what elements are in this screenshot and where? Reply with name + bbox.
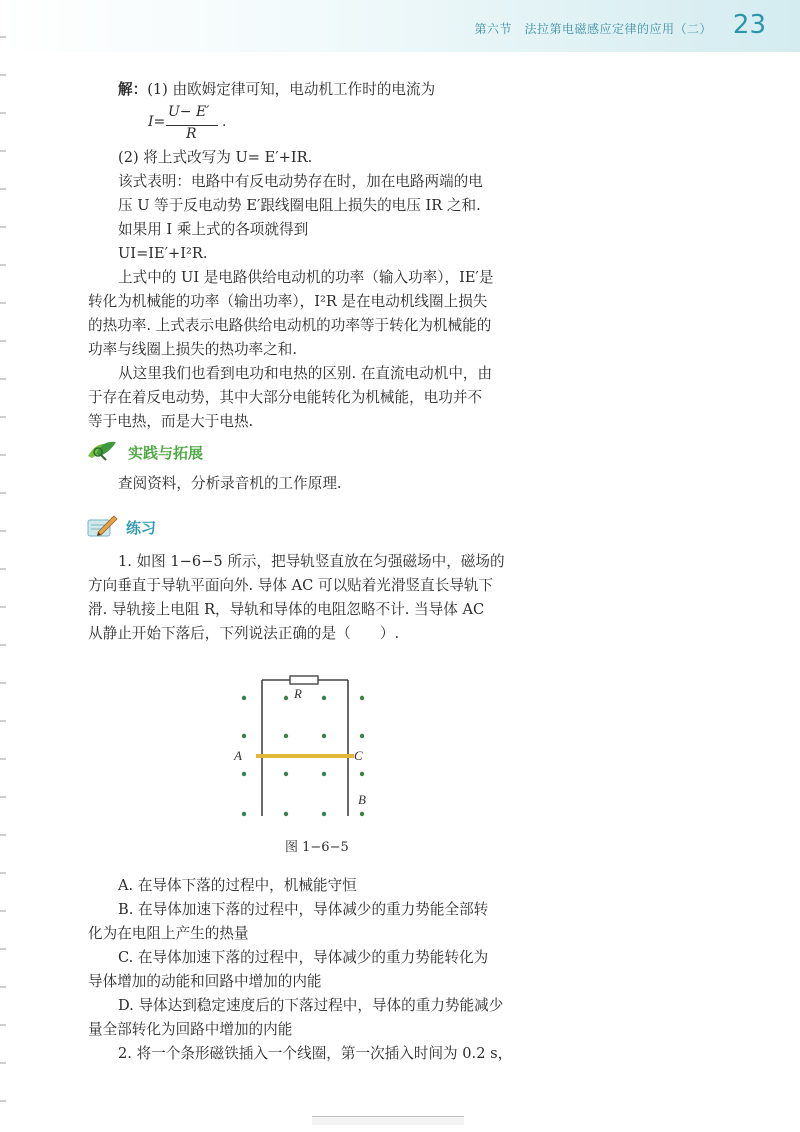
figure-caption: 图 1−6−5 <box>285 840 349 855</box>
sprout-magnifier-icon <box>86 438 122 466</box>
solution-line-10: 功率与线圈上损失的热功率之和. <box>88 341 297 358</box>
practice-heading-text: 实践与拓展 <box>128 443 204 462</box>
solution-line-4: 压 U 等于反电动势 E′跟线圈电阻上损失的电压 IR 之和. <box>118 197 481 214</box>
solution-line-11: 从这里我们也看到电功和电热的区别. 在直流电动机中，由 <box>118 365 493 382</box>
formula-end: . <box>222 114 227 130</box>
formula-numerator: U− E′ <box>168 104 210 120</box>
chapter-title: 第六节 法拉第电磁感应定律的应用（二） <box>474 22 712 36</box>
solution-line-8: 转化为机械能的功率（输出功率），I²R 是在电动机线圈上损失 <box>88 293 488 310</box>
label-b: B <box>358 792 366 807</box>
solution-line-6: UI=IE′+I²R. <box>118 245 208 262</box>
option-a: A. 在导体下落的过程中，机械能守恒 <box>118 877 357 894</box>
label-r: R <box>294 686 302 701</box>
exercise-heading <box>86 513 156 541</box>
option-b-line-2: 化为在电阻上产生的热量 <box>88 925 249 942</box>
question-1-line-1: 1. 如图 1−6−5 所示，把导轨竖直放在匀强磁场中，磁场的 <box>118 553 505 570</box>
resistor-symbol <box>290 676 318 684</box>
question-1-line-4: 从静止开始下落后，下列说法正确的是（ ）. <box>88 625 400 642</box>
solution-line-2: (2) 将上式改写为 U= E′+IR. <box>118 149 313 166</box>
label-c: C <box>354 748 363 763</box>
question-2-line-1: 2. 将一个条形磁铁插入一个线圈，第一次插入时间为 0.2 s， <box>118 1045 513 1062</box>
question-1-line-2: 方向垂直于导轨平面向外. 导体 AC 可以贴着光滑竖直长导轨下 <box>88 577 494 594</box>
option-c-line-1: C. 在导体加速下落的过程中，导体减少的重力势能转化为 <box>118 949 489 966</box>
formula-lhs: I= <box>148 114 166 130</box>
solution-line-5: 如果用 I 乘上式的各项就得到 <box>118 221 309 238</box>
label-a: A <box>234 748 242 763</box>
page-number: 23 <box>732 10 766 40</box>
formula-denominator: R <box>186 126 197 142</box>
page-edge <box>0 0 6 1132</box>
solution-line-3: 该式表明：电路中有反电动势存在时，加在电路两端的电 <box>118 173 483 190</box>
solution-line-1: 解：(1) 由欧姆定律可知，电动机工作时的电流为 <box>118 81 436 98</box>
solution-line-7: 上式中的 UI 是电路供给电动机的功率（输入功率），IE′是 <box>118 269 494 286</box>
question-1-line-3: 滑. 导轨接上电阻 R，导轨和导体的电阻忽略不计. 当导体 AC <box>88 601 485 618</box>
option-b-line-1: B. 在导体加速下落的过程中，导体减少的重力势能全部转 <box>118 901 489 918</box>
option-d-line-2: 量全部转化为回路中增加的内能 <box>88 1021 293 1038</box>
practice-text: 查阅资料，分析录音机的工作原理. <box>118 475 342 492</box>
page-footer-mark <box>312 1116 464 1125</box>
figure-1-6-5 <box>220 670 390 820</box>
option-d-line-1: D. 导体达到稳定速度后的下落过程中，导体的重力势能减少 <box>118 997 504 1014</box>
exercise-heading-text: 练习 <box>126 518 157 537</box>
solution-label: 解： <box>118 81 148 98</box>
solution-line-13: 等于电热，而是大于电热. <box>88 413 254 430</box>
practice-heading <box>86 438 203 466</box>
solution-line-12: 于存在着反电动势，其中大部分电能转化为机械能，电功并不 <box>88 389 483 406</box>
solution-line-9: 的热功率. 上式表示电路供给电动机的功率等于转化为机械能的 <box>88 317 492 334</box>
pencil-notebook-icon <box>86 512 120 542</box>
option-c-line-2: 导体增加的动能和回路中增加的内能 <box>88 973 322 990</box>
rail-circuit-diagram <box>220 670 390 820</box>
